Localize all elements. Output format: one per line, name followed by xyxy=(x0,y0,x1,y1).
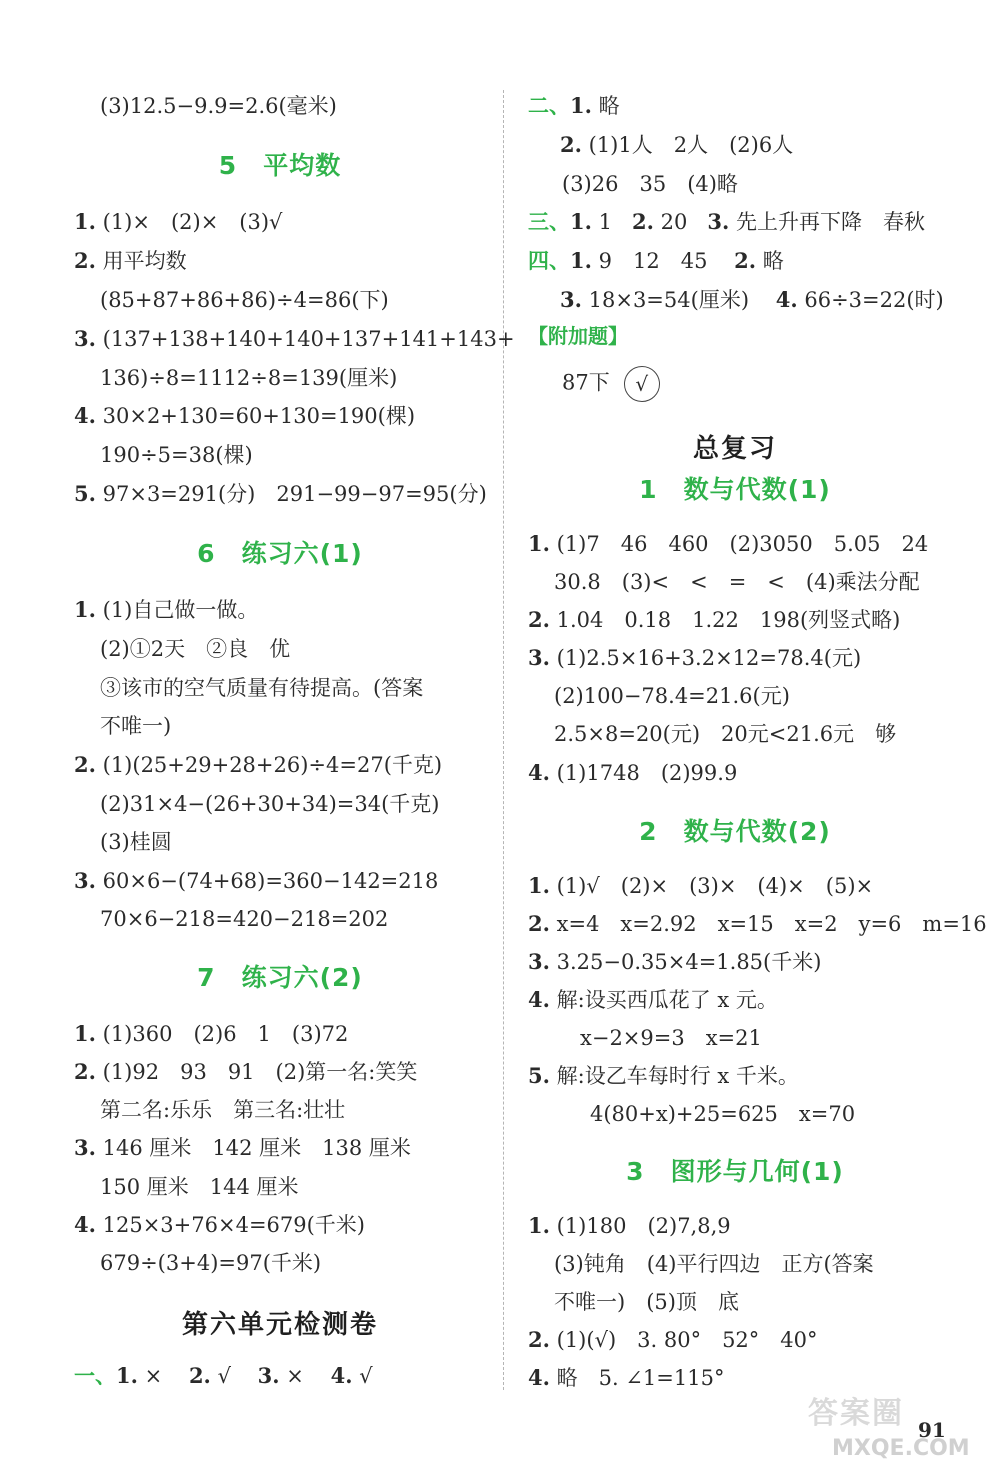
answer-line: 679÷(3+4)=97(千米) xyxy=(100,1251,322,1275)
section-heading-5: 5 平均数 xyxy=(218,151,342,180)
answer-line: 1. (1)180 (2)7,8,9 xyxy=(528,1213,731,1238)
answer-line: 3. 3.25−0.35×4=1.85(千米) xyxy=(528,949,822,974)
answer-line: 3. (1)2.5×16+3.2×12=78.4(元) xyxy=(528,645,862,670)
review-heading: 总复习 xyxy=(692,434,777,464)
answer-line: 三、1. 1 2. 20 3. 先上升再下降 春秋 xyxy=(528,209,926,234)
answer-line: 2. 用平均数 xyxy=(74,248,187,273)
answer-line: 第二名:乐乐 第三名:壮壮 xyxy=(100,1098,346,1122)
answer-line: 2. (1)(25+29+28+26)÷4=27(千克) xyxy=(74,752,443,777)
unit-test-heading: 第六单元检测卷 xyxy=(181,1310,378,1340)
answer-line: 不唯一) (5)顶 底 xyxy=(554,1290,739,1314)
answer-line: (2)100−78.4=21.6(元) xyxy=(554,684,790,708)
answer-line: ③该市的空气质量有待提高。(答案 xyxy=(100,676,424,700)
extra-question-answer: 87下 √ xyxy=(562,366,660,402)
answer-line: 4(80+x)+25=625 x=70 xyxy=(590,1102,856,1126)
answer-line: 150 厘米 144 厘米 xyxy=(100,1175,299,1199)
review-section-heading-1: 1 数与代数(1) xyxy=(639,475,831,504)
circled-check-mark: √ xyxy=(624,366,660,402)
answer-line: (3)桂圆 xyxy=(100,830,172,854)
section-heading-6: 6 练习六(1) xyxy=(197,539,363,568)
answer-line: 3. 60×6−(74+68)=360−142=218 xyxy=(74,868,439,893)
answer-line: 1. (1)√ (2)× (3)× (4)× (5)× xyxy=(528,873,874,898)
answer-line: 2. (1)92 93 91 (2)第一名:笑笑 xyxy=(74,1059,418,1084)
answer-line: 2. 1.04 0.18 1.22 198(列竖式略) xyxy=(528,607,901,632)
answer-line: 5. 97×3=291(分) 291−99−97=95(分) xyxy=(74,481,487,506)
answer-line: (3)26 35 (4)略 xyxy=(562,172,738,196)
answer-line: 5. 解:设乙车每时行 x 千米。 xyxy=(528,1063,799,1088)
answer-line: 4. 125×3+76×4=679(千米) xyxy=(74,1212,366,1237)
answer-line: 1. (1)× (2)× (3)√ xyxy=(74,209,283,234)
page-number: 91 xyxy=(918,1418,946,1442)
answer-line: 2.5×8=20(元) 20元<21.6元 够 xyxy=(554,722,897,746)
answer-line: (2)①2天 ②良 优 xyxy=(100,637,291,661)
extra-question-label: 【附加题】 xyxy=(528,324,628,348)
answer-line: 3. (137+138+140+140+137+141+143+ xyxy=(74,326,515,351)
answer-line: 一、1. × 2. √ 3. × 4. √ xyxy=(74,1363,373,1388)
answer-line: 190÷5=38(棵) xyxy=(100,443,253,467)
answer-line: 二、1. 略 xyxy=(528,93,620,118)
answer-line: 3. 146 厘米 142 厘米 138 厘米 xyxy=(74,1135,411,1160)
answer-line: 2. x=4 x=2.92 x=15 x=2 y=6 m=16 xyxy=(528,911,987,936)
answer-line: 4. (1)1748 (2)99.9 xyxy=(528,760,738,785)
section-heading-7: 7 练习六(2) xyxy=(197,963,363,992)
answer-line: 4. 解:设买西瓜花了 x 元。 xyxy=(528,987,778,1012)
answer-line: (85+87+86+86)÷4=86(下) xyxy=(100,288,389,312)
watermark-site: MXQE.COM xyxy=(832,1436,970,1461)
answer-line: 30.8 (3)< < = < (4)乘法分配 xyxy=(554,570,920,594)
watermark-logo: 答案圈 xyxy=(808,1396,904,1431)
answer-line: 1. (1)360 (2)6 1 (3)72 xyxy=(74,1021,349,1046)
answer-line: 2. (1)1人 2人 (2)6人 xyxy=(560,132,794,157)
review-section-heading-2: 2 数与代数(2) xyxy=(639,817,831,846)
answer-line: 不唯一) xyxy=(100,714,172,738)
answer-line: 136)÷8=1112÷8=139(厘米) xyxy=(100,366,398,390)
answer-line: 4. 30×2+130=60+130=190(棵) xyxy=(74,403,416,428)
answer-line: (3)12.5−9.9=2.6(毫米) xyxy=(100,94,337,118)
answer-line: 1. (1)自己做一做。 xyxy=(74,597,259,622)
answer-line: 3. 18×3=54(厘米) 4. 66÷3=22(时) xyxy=(560,287,944,312)
answer-line: x−2×9=3 x=21 xyxy=(580,1026,762,1050)
answer-line: 70×6−218=420−218=202 xyxy=(100,907,389,931)
answer-line: 1. (1)7 46 460 (2)3050 5.05 24 xyxy=(528,531,929,556)
answer-line: (3)钝角 (4)平行四边 正方(答案 xyxy=(554,1252,874,1276)
answer-line: 四、1. 9 12 45 2. 略 xyxy=(528,248,784,273)
review-section-heading-3: 3 图形与几何(1) xyxy=(626,1157,844,1186)
answer-line: 2. (1)(√) 3. 80° 52° 40° xyxy=(528,1327,818,1352)
answer-line: 4. 略 5. ∠1=115° xyxy=(528,1365,725,1390)
column-divider xyxy=(503,90,504,1390)
answer-line: (2)31×4−(26+30+34)=34(千克) xyxy=(100,792,440,816)
